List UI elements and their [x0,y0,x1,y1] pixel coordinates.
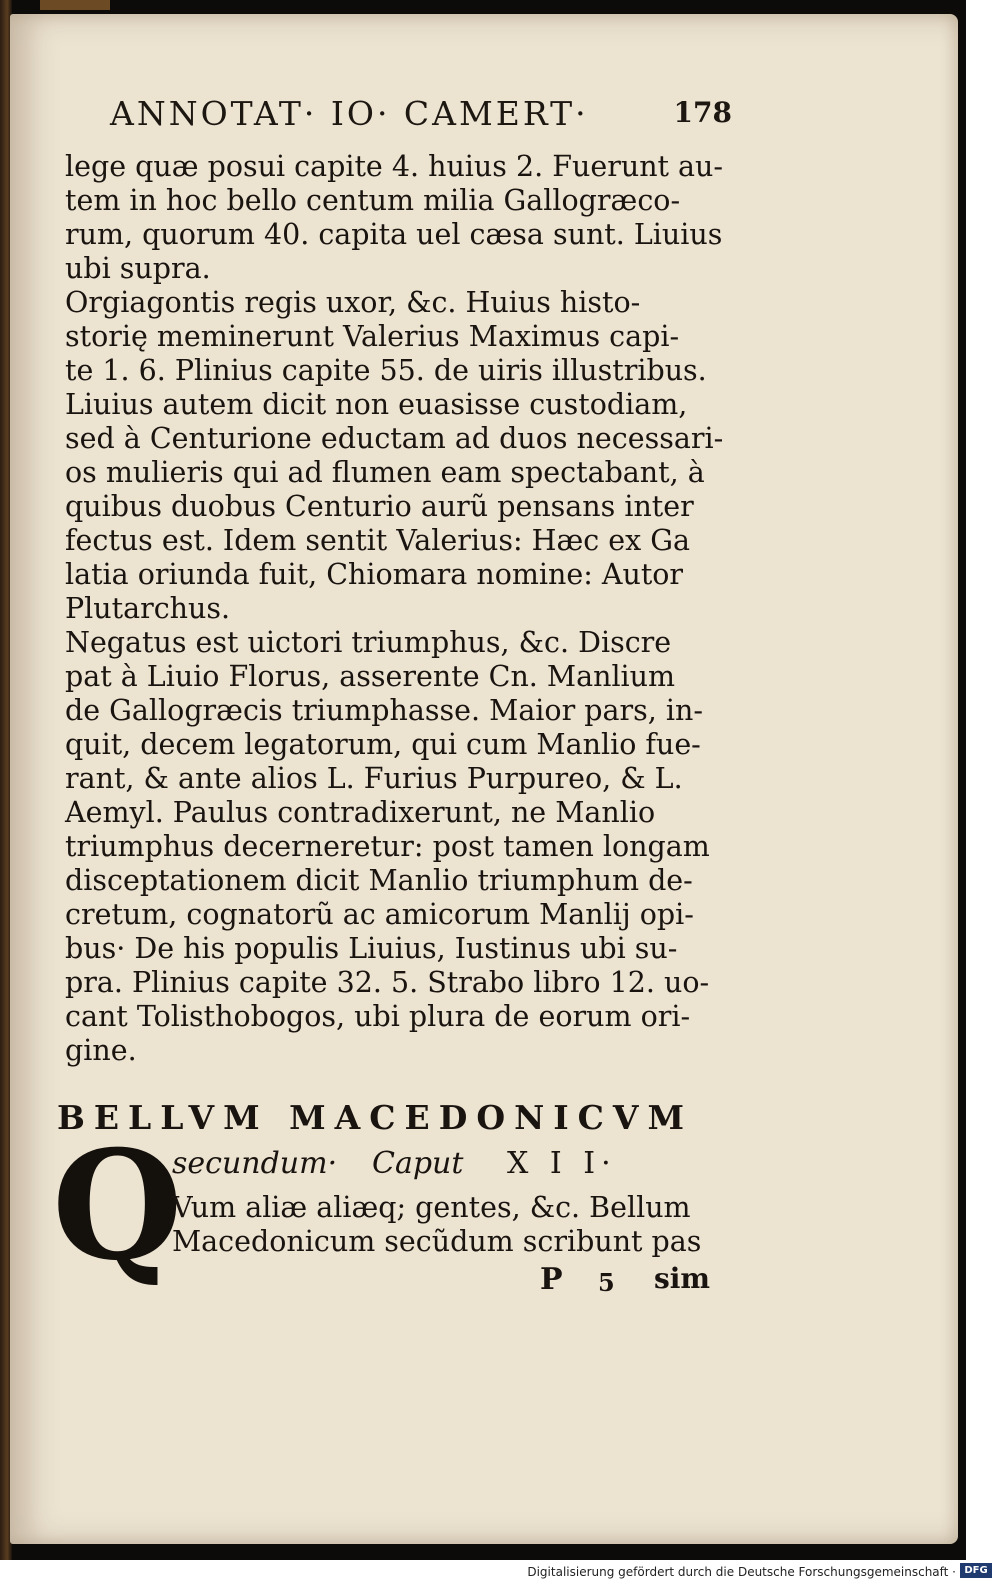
text-line: gine. [65,1034,137,1067]
text-line: Plutarchus. [65,592,231,625]
caput-label: Caput [372,1146,464,1181]
drop-cap: Q [52,1118,183,1294]
chapter-subtitle: secundum· [172,1146,338,1181]
text-line: rant, & ante alios L. Furius Purpureo, & L. [65,762,683,795]
text-line: de Gallogræcis triumphasse. Maior pars, in- [65,694,703,727]
text-line: cretum, cognatorũ ac amicorum Manlij opi- [65,898,694,931]
text-line: os mulieris qui ad flumen eam spectabant, à [65,456,705,489]
text-line: disceptationem dicit Manlio triumphum de- [65,864,693,897]
text-line: rum, quorum 40. capita uel cæsa sunt. Liuius [65,218,723,251]
text-line: storię meminerunt Valerius Maximus capi- [65,320,680,353]
spine-tab [40,0,110,10]
text-line: bus· De his populis Liuius, Iustinus ubi su- [65,932,678,965]
text-line: Liuius autem dicit non euasisse custodiam, [65,388,688,421]
signature-number: 5 [598,1268,615,1297]
text-line: pat à Liuio Florus, asserente Cn. Manlium [65,660,676,693]
chapter-heading: BELLVM MACEDONICVM [57,1098,694,1137]
text-line: Macedonicum secũdum scribunt pas [172,1225,702,1258]
text-line: Aemyl. Paulus contradixerunt, ne Manlio [65,796,656,829]
paragraph [65,286,735,626]
text-line: ubi supra. [65,252,211,285]
text-line: latia oriunda fuit, Chiomara nomine: Autor [65,558,684,591]
chapter-opening-text [172,1190,727,1258]
text-line: pra. Plinius capite 32. 5. Strabo libro 12. uo- [65,966,710,999]
text-line: triumphus decerneretur: post tamen longam [65,830,710,863]
text-line: quibus duobus Centurio aurũ pensans inter [65,490,694,523]
body-text [65,150,735,1068]
running-title: ANNOTAT· IO· CAMERT· [110,94,589,133]
text-line: Orgiagontis regis uxor, &c. Huius histo- [65,286,641,319]
book-page [10,14,958,1544]
text-line: lege quæ posui capite 4. huius 2. Fuerunt au- [65,150,724,183]
digitization-credit: Digitalisierung gefördert durch die Deutsche Forschungsgemeinschaft · [527,1565,956,1579]
text-line: fectus est. Idem sentit Valerius: Hæc ex Ga [65,524,691,557]
text-line: Negatus est uictori triumphus, &c. Discre [65,626,672,659]
text-line: sed à Centurione eductam ad duos necessari- [65,422,724,455]
dfg-logo: DFG [960,1563,992,1578]
paragraph [65,150,735,286]
caput-number: X I I· [507,1146,617,1181]
text-line: cant Tolisthobogos, ubi plura de eorum ori- [65,1000,691,1033]
chapter-subtitle-row [172,1146,732,1186]
page-number: 178 [673,96,732,129]
text-line: quit, decem legatorum, qui cum Manlio fue- [65,728,701,761]
text-line: Vum aliæ aliæq; gentes, &c. Bellum [172,1191,691,1224]
text-line: te 1. 6. Plinius capite 55. de uiris illustribus. [65,354,707,387]
text-line: tem in hoc bello centum milia Gallogræco- [65,184,681,217]
running-head [110,94,732,138]
catchword: sim [654,1262,711,1295]
signature-mark: P [540,1262,563,1297]
paragraph [65,626,735,1068]
